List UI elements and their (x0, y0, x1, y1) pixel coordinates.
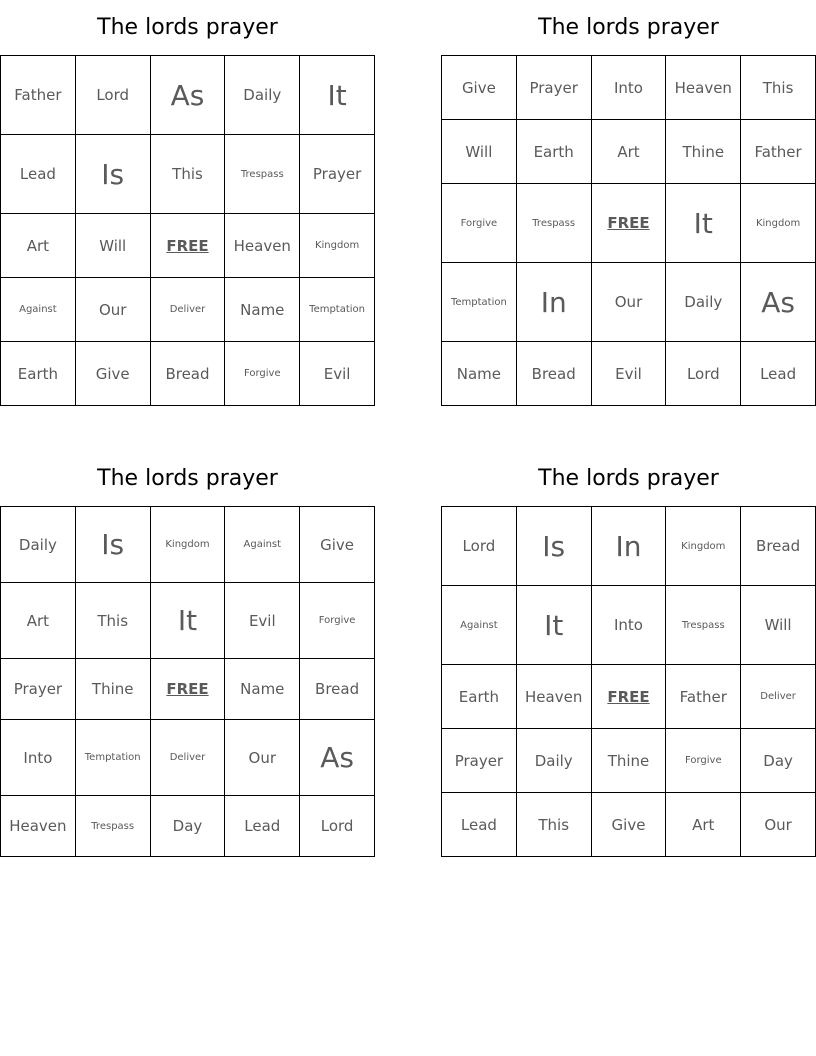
bingo-cell: Into (592, 56, 667, 120)
bingo-cell: Day (151, 796, 226, 857)
bingo-cell: Will (741, 586, 816, 665)
card-title: The lords prayer (538, 15, 719, 40)
bingo-cell: It (517, 586, 592, 665)
bingo-cell: Evil (592, 342, 667, 406)
bingo-cell: Thine (666, 120, 741, 184)
bingo-cell: Will (76, 214, 151, 278)
bingo-cell: Deliver (151, 278, 226, 342)
bingo-card-2 (441, 0, 816, 406)
bingo-cell: It (666, 184, 741, 263)
bingo-cell: Is (76, 507, 151, 583)
bingo-cell: Daily (517, 729, 592, 793)
bingo-cell: Give (300, 507, 375, 583)
bingo-cell: It (151, 583, 226, 659)
bingo-cell: Art (1, 214, 76, 278)
bingo-cell: Lord (666, 342, 741, 406)
bingo-cell: Lead (225, 796, 300, 857)
bingo-cell: Heaven (1, 796, 76, 857)
bingo-cell: Art (666, 793, 741, 857)
bingo-cell: Against (1, 278, 76, 342)
bingo-cell: Prayer (517, 56, 592, 120)
bingo-cell: Is (76, 135, 151, 214)
bingo-cell: Art (592, 120, 667, 184)
bingo-cell: This (76, 583, 151, 659)
bingo-cell: Name (225, 659, 300, 720)
bingo-cell: It (300, 56, 375, 135)
bingo-cell: Daily (1, 507, 76, 583)
bingo-cell: Forgive (225, 342, 300, 406)
bingo-cell: Give (592, 793, 667, 857)
bingo-cell: Will (442, 120, 517, 184)
bingo-cell: Heaven (225, 214, 300, 278)
bingo-cell: Lead (442, 793, 517, 857)
card-title: The lords prayer (97, 466, 278, 491)
bingo-cell: Kingdom (666, 507, 741, 586)
bingo-cell: Temptation (442, 263, 517, 342)
bingo-cell: Day (741, 729, 816, 793)
bingo-cell: Deliver (741, 665, 816, 729)
bingo-cell: Heaven (666, 56, 741, 120)
bingo-cell: Our (225, 720, 300, 796)
bingo-cell: Bread (300, 659, 375, 720)
bingo-cell: Our (76, 278, 151, 342)
bingo-cell: Prayer (442, 729, 517, 793)
bingo-cell: Against (225, 507, 300, 583)
bingo-cell: Give (76, 342, 151, 406)
bingo-card-4 (441, 451, 816, 857)
bingo-cell: Lord (76, 56, 151, 135)
bingo-grid (0, 55, 375, 406)
bingo-cell: Earth (442, 665, 517, 729)
bingo-cell: Trespass (666, 586, 741, 665)
card-title: The lords prayer (538, 466, 719, 491)
bingo-cell: Trespass (517, 184, 592, 263)
bingo-cell: Heaven (517, 665, 592, 729)
bingo-cell: Temptation (76, 720, 151, 796)
bingo-cell: Thine (76, 659, 151, 720)
bingo-cell: Evil (300, 342, 375, 406)
bingo-cell: Forgive (442, 184, 517, 263)
bingo-cell: Evil (225, 583, 300, 659)
bingo-cell: Kingdom (300, 214, 375, 278)
bingo-cell: Thine (592, 729, 667, 793)
bingo-cell: Earth (517, 120, 592, 184)
bingo-cell: Forgive (300, 583, 375, 659)
bingo-cell: Bread (517, 342, 592, 406)
bingo-cell: Forgive (666, 729, 741, 793)
bingo-cell: Earth (1, 342, 76, 406)
bingo-cell: As (741, 263, 816, 342)
bingo-cell: Father (1, 56, 76, 135)
bingo-card-1 (0, 0, 375, 406)
bingo-cell: This (517, 793, 592, 857)
bingo-cell: As (300, 720, 375, 796)
bingo-cell: Deliver (151, 720, 226, 796)
bingo-cell: In (517, 263, 592, 342)
bingo-cell: Lead (741, 342, 816, 406)
bingo-cell: Against (442, 586, 517, 665)
bingo-cell: Lead (1, 135, 76, 214)
free-space: FREE (151, 214, 226, 278)
bingo-cell: Lord (300, 796, 375, 857)
bingo-cell: Kingdom (151, 507, 226, 583)
bingo-cell: Trespass (225, 135, 300, 214)
bingo-cell: Our (592, 263, 667, 342)
bingo-cell: Daily (225, 56, 300, 135)
bingo-cell: Temptation (300, 278, 375, 342)
bingo-cell: Into (592, 586, 667, 665)
bingo-grid (441, 55, 816, 406)
bingo-cell: This (741, 56, 816, 120)
bingo-cell: As (151, 56, 226, 135)
bingo-cell: Our (741, 793, 816, 857)
bingo-cell: Into (1, 720, 76, 796)
bingo-card-3 (0, 451, 375, 857)
bingo-cell: Bread (741, 507, 816, 586)
bingo-cell: Lord (442, 507, 517, 586)
bingo-cell: Daily (666, 263, 741, 342)
card-title: The lords prayer (97, 15, 278, 40)
bingo-cell: Trespass (76, 796, 151, 857)
bingo-grid (441, 506, 816, 857)
bingo-cell: This (151, 135, 226, 214)
bingo-cell: Give (442, 56, 517, 120)
bingo-cell: Name (442, 342, 517, 406)
bingo-cell: Is (517, 507, 592, 586)
bingo-grid (0, 506, 375, 857)
bingo-cell: Kingdom (741, 184, 816, 263)
bingo-cell: Art (1, 583, 76, 659)
bingo-cell: Father (741, 120, 816, 184)
bingo-cell: In (592, 507, 667, 586)
bingo-cell: Prayer (1, 659, 76, 720)
free-space: FREE (592, 665, 667, 729)
bingo-cell: Prayer (300, 135, 375, 214)
free-space: FREE (592, 184, 667, 263)
bingo-cell: Bread (151, 342, 226, 406)
bingo-cell: Father (666, 665, 741, 729)
bingo-cell: Name (225, 278, 300, 342)
free-space: FREE (151, 659, 226, 720)
